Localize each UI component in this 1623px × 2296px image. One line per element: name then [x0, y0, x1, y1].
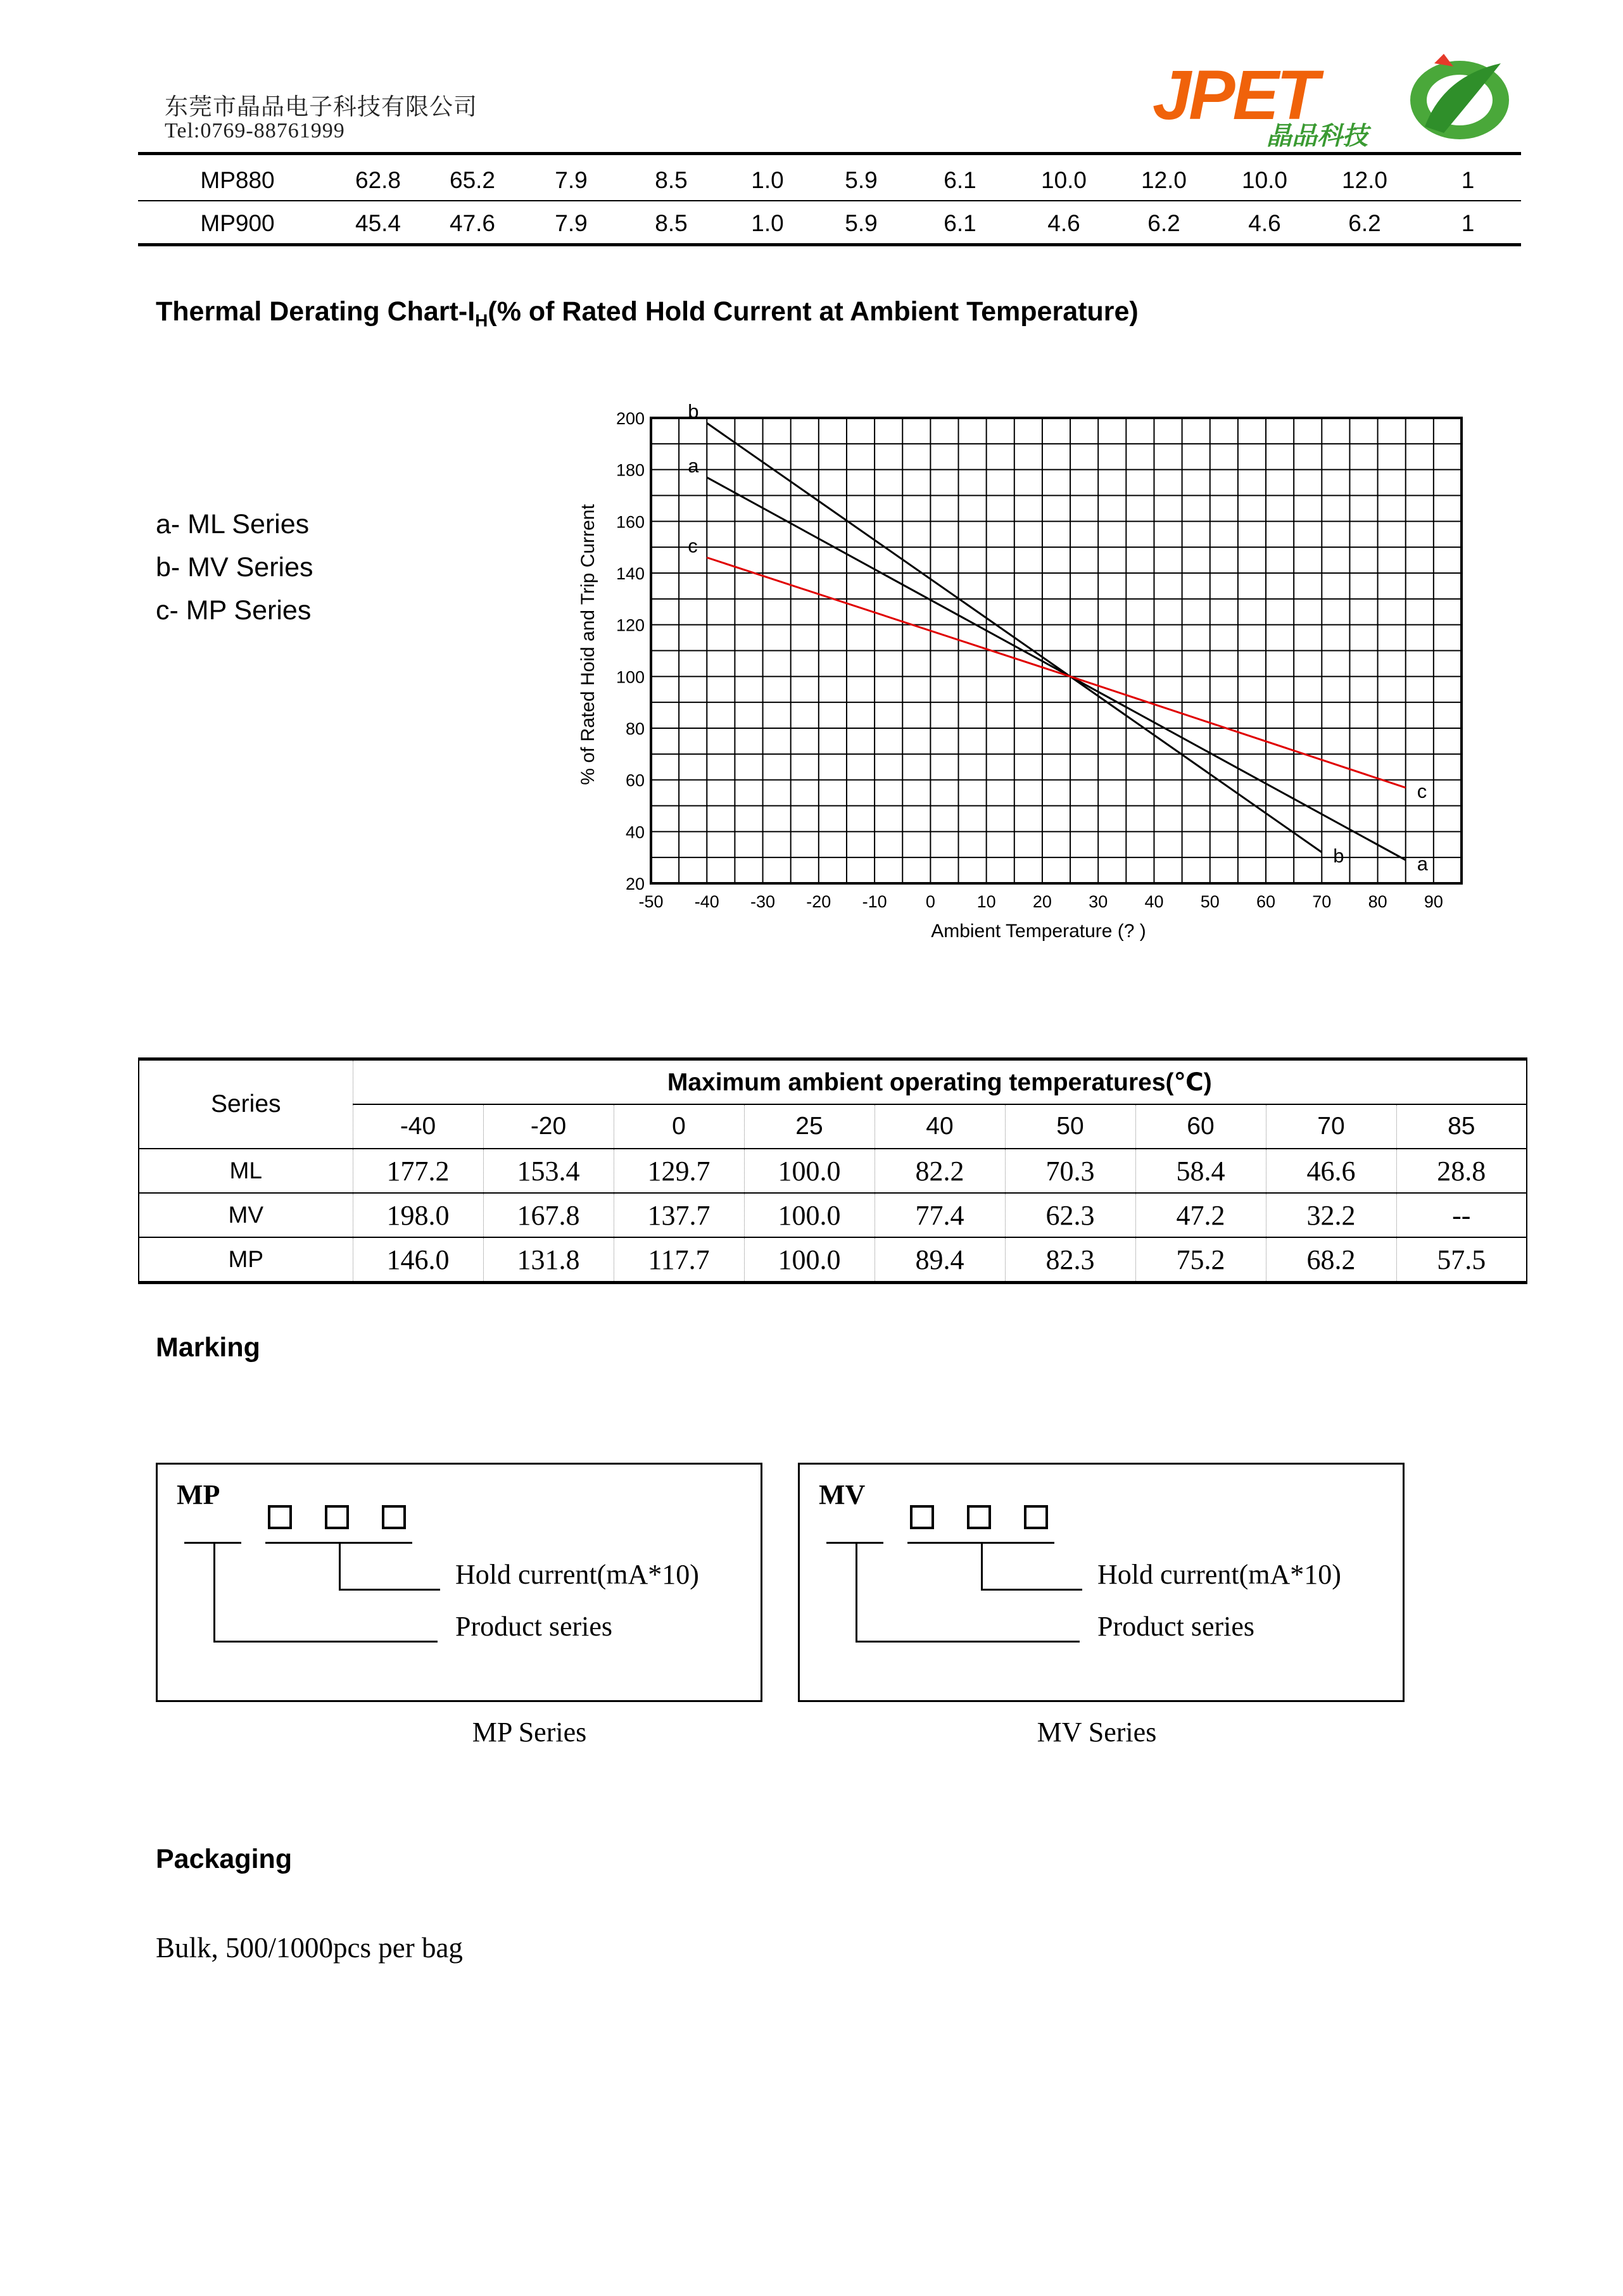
table-row — [138, 201, 1521, 246]
logo-subtext: 晶品科技 — [1266, 122, 1368, 151]
table-row — [138, 158, 1521, 201]
mp-product-series-label: Product series — [455, 1611, 613, 1642]
legend-item-c: c- MP Series — [156, 595, 312, 626]
table-cell: 137.7 — [614, 1193, 744, 1237]
x-tick-label: 40 — [1144, 892, 1164, 911]
table-cell: 68.2 — [1266, 1237, 1396, 1283]
table-cell: 57.5 — [1396, 1237, 1527, 1283]
table-cell: 47.6 — [449, 210, 496, 236]
x-tick-label: 30 — [1089, 892, 1108, 911]
company-name: 东莞市晶品电子科技有限公司 — [165, 93, 477, 120]
table-cell: 45.4 — [355, 210, 401, 236]
table-cell: MP900 — [200, 210, 275, 236]
table-cell: 6.2 — [1348, 210, 1381, 236]
series-label-end-b: b — [1333, 845, 1344, 867]
table-cell: MP880 — [200, 167, 275, 193]
table-cell: 4.6 — [1047, 210, 1080, 236]
company-logo — [1146, 51, 1526, 152]
mv-hold-current-label: Hold current(mA*10) — [1097, 1559, 1341, 1590]
logo-text: JPET — [1153, 56, 1317, 134]
table-cell: 146.0 — [353, 1237, 483, 1283]
table-cell: 7.9 — [555, 210, 588, 236]
table-cell: 1 — [1461, 167, 1475, 193]
table-cell: 5.9 — [845, 167, 878, 193]
table-cell: 6.2 — [1147, 210, 1180, 236]
series-label-start-a: a — [688, 454, 699, 477]
y-tick-label: 60 — [625, 771, 645, 790]
x-tick-label: -20 — [806, 892, 831, 911]
mp-marking-box — [156, 1463, 762, 1702]
mv-product-series-label: Product series — [1097, 1611, 1255, 1642]
table-cell: 10.0 — [1040, 167, 1087, 193]
temp-header: 0 — [614, 1104, 744, 1149]
table-cell: 77.4 — [875, 1193, 1005, 1237]
table-cell: 75.2 — [1135, 1237, 1266, 1283]
x-tick-label: 20 — [1032, 892, 1052, 911]
x-tick-label: 50 — [1200, 892, 1220, 911]
mv-marking-box — [798, 1463, 1405, 1702]
table-cell: 7.9 — [555, 167, 588, 193]
chart-x-axis-label: Ambient Temperature (? ) — [931, 921, 1146, 942]
x-tick-label: 0 — [925, 892, 935, 911]
series-label-start-b: b — [688, 400, 699, 423]
table-cell: 8.5 — [655, 167, 688, 193]
table-row — [139, 1193, 1527, 1237]
table-cell: 1.0 — [751, 210, 784, 236]
chart-heading — [156, 296, 1139, 331]
table-cell: 62.3 — [1005, 1193, 1135, 1237]
y-tick-label: 180 — [616, 460, 645, 480]
y-tick-label: 200 — [616, 409, 645, 428]
temp-header: 25 — [744, 1104, 875, 1149]
packaging-text: Bulk, 500/1000pcs per bag — [156, 1932, 463, 1964]
table-cell: 117.7 — [614, 1237, 744, 1283]
table-cell: 89.4 — [875, 1237, 1005, 1283]
temp-header: 60 — [1135, 1104, 1266, 1149]
table-row — [139, 1237, 1527, 1283]
mp-code: MP — [177, 1479, 220, 1510]
table-cell: 100.0 — [744, 1193, 875, 1237]
x-tick-label: 70 — [1312, 892, 1332, 911]
table-cell: 82.3 — [1005, 1237, 1135, 1283]
y-tick-label: 100 — [616, 667, 645, 687]
mv-caption: MV Series — [1037, 1717, 1157, 1748]
table-cell: -- — [1396, 1193, 1527, 1237]
table-cell: 1 — [1461, 210, 1475, 236]
table-cell: 6.1 — [944, 210, 976, 236]
series-name: MP — [139, 1237, 353, 1283]
table-cell: 1.0 — [751, 167, 784, 193]
x-tick-label: 10 — [976, 892, 996, 911]
max-temperature-table — [138, 1057, 1527, 1284]
table-cell: 4.6 — [1248, 210, 1281, 236]
table-cell: 167.8 — [483, 1193, 614, 1237]
temp-header: 70 — [1266, 1104, 1396, 1149]
table-cell: 70.3 — [1005, 1149, 1135, 1193]
temp-header: 85 — [1396, 1104, 1527, 1149]
table-cell: 10.0 — [1241, 167, 1288, 193]
series-name: ML — [139, 1149, 353, 1193]
chart-heading-prefix: Thermal Derating Chart-I — [156, 296, 476, 327]
temp-header: 50 — [1005, 1104, 1135, 1149]
table-cell: 5.9 — [845, 210, 878, 236]
table-cell: 12.0 — [1341, 167, 1388, 193]
series-header: Series — [139, 1059, 353, 1149]
y-tick-label: 40 — [625, 823, 645, 842]
group-header: Maximum ambient operating temperatures(℃) — [353, 1059, 1527, 1105]
series-label-end-c: c — [1417, 779, 1427, 802]
table-cell: 100.0 — [744, 1149, 875, 1193]
temp-header: 40 — [875, 1104, 1005, 1149]
series-line-c — [707, 558, 1405, 788]
y-tick-label: 160 — [616, 512, 645, 532]
table-cell: 12.0 — [1140, 167, 1187, 193]
table-cell: 46.6 — [1266, 1149, 1396, 1193]
series-name: MV — [139, 1193, 353, 1237]
x-tick-label: 90 — [1424, 892, 1443, 911]
table-cell: 129.7 — [614, 1149, 744, 1193]
x-tick-label: -30 — [750, 892, 776, 911]
series-label-start-c: c — [688, 534, 698, 557]
table-cell: 28.8 — [1396, 1149, 1527, 1193]
mv-code: MV — [819, 1479, 866, 1510]
x-tick-label: -10 — [862, 892, 887, 911]
table-row — [139, 1149, 1527, 1193]
table-cell: 153.4 — [483, 1149, 614, 1193]
table-cell: 198.0 — [353, 1193, 483, 1237]
table-cell: 6.1 — [944, 167, 976, 193]
company-tel: Tel:0769-88761999 — [165, 119, 345, 142]
series-line-a — [707, 477, 1405, 860]
y-tick-label: 80 — [625, 719, 645, 738]
x-tick-label: -50 — [638, 892, 664, 911]
chart-y-axis-label: % of Rated Hoid and Trip Current — [578, 504, 598, 785]
temp-header: -40 — [353, 1104, 483, 1149]
table-cell: 82.2 — [875, 1149, 1005, 1193]
table-cell: 100.0 — [744, 1237, 875, 1283]
table-cell: 62.8 — [355, 167, 401, 193]
table-cell: 177.2 — [353, 1149, 483, 1193]
table-cell: 65.2 — [449, 167, 496, 193]
mp-caption: MP Series — [472, 1717, 587, 1748]
table-cell: 131.8 — [483, 1237, 614, 1283]
y-tick-label: 20 — [625, 874, 645, 893]
table-cell: 47.2 — [1135, 1193, 1266, 1237]
y-tick-label: 120 — [616, 615, 645, 635]
y-tick-label: 140 — [616, 564, 645, 583]
marking-heading: Marking — [156, 1332, 260, 1363]
header-rule — [138, 152, 1521, 155]
x-tick-label: -40 — [694, 892, 719, 911]
x-tick-label: 80 — [1368, 892, 1387, 911]
temp-header: -20 — [483, 1104, 614, 1149]
packaging-heading: Packaging — [156, 1844, 293, 1874]
legend-item-a: a- ML Series — [156, 509, 310, 539]
thermal-derating-chart — [557, 380, 1482, 950]
table-cell: 58.4 — [1135, 1149, 1266, 1193]
legend-item-b: b- MV Series — [156, 552, 313, 583]
x-tick-label: 60 — [1256, 892, 1276, 911]
table-cell: 8.5 — [655, 210, 688, 236]
chart-heading-suffix: (% of Rated Hold Current at Ambient Temperature) — [488, 296, 1139, 327]
table-cell: 32.2 — [1266, 1193, 1396, 1237]
mp-hold-current-label: Hold current(mA*10) — [455, 1559, 699, 1590]
chart-heading-sub: H — [475, 310, 488, 331]
series-label-end-a: a — [1417, 852, 1428, 875]
